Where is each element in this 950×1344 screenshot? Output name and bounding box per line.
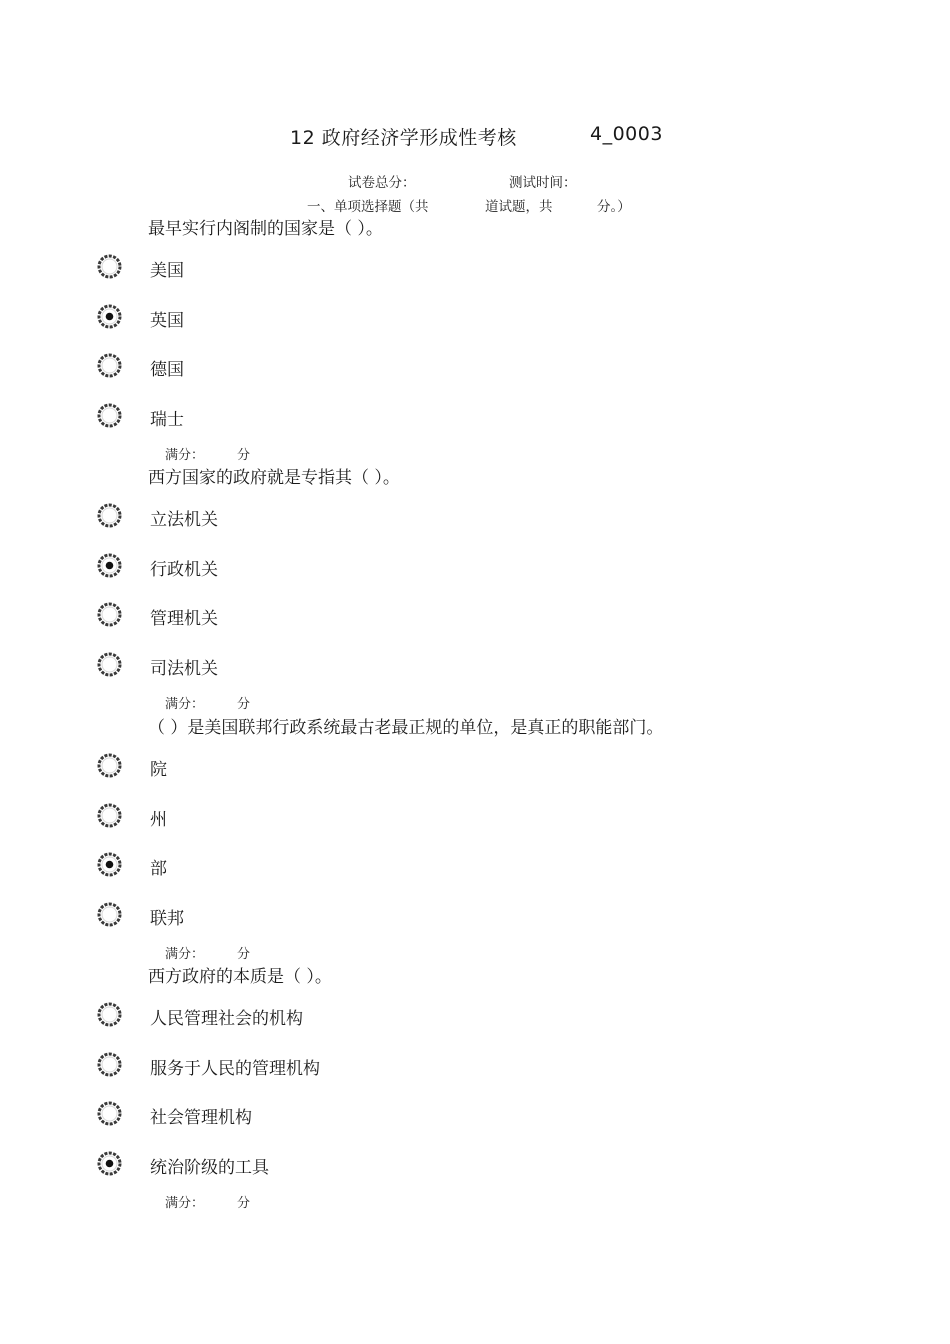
option-label[interactable]: 德国	[150, 360, 184, 380]
option-label[interactable]: 部	[150, 859, 167, 879]
option-label[interactable]: 服务于人民的管理机构	[150, 1059, 320, 1079]
radio-button[interactable]	[96, 601, 123, 628]
page-title-code: 4_0003	[590, 123, 663, 145]
option-label[interactable]: 瑞士	[150, 410, 184, 430]
option-label[interactable]: 立法机关	[150, 510, 218, 530]
radio-button[interactable]	[96, 1001, 123, 1028]
radio-button[interactable]	[96, 352, 123, 379]
radio-button[interactable]	[96, 802, 123, 829]
question-text: 西方国家的政府就是专指其（ ）。	[148, 468, 400, 488]
score-unit: 分	[237, 697, 251, 712]
option-label[interactable]: 司法机关	[150, 659, 218, 679]
question-text: （ ）是美国联邦行政系统最古老最正规的单位，是真正的职能部门。	[148, 718, 664, 738]
radio-button[interactable]	[96, 1100, 123, 1127]
total-score-label: 试卷总分：	[348, 175, 416, 191]
option-label[interactable]: 英国	[150, 311, 184, 331]
option-label[interactable]: 统治阶级的工具	[150, 1158, 269, 1178]
radio-button-selected[interactable]	[96, 1150, 123, 1177]
score-unit: 分	[237, 1196, 251, 1211]
page-title: 12 政府经济学形成性考核	[290, 127, 517, 149]
option-label[interactable]: 管理机关	[150, 609, 218, 629]
score-unit: 分	[237, 448, 251, 463]
radio-button[interactable]	[96, 253, 123, 280]
radio-button[interactable]	[96, 752, 123, 779]
score-label: 满分：	[165, 448, 205, 463]
option-label[interactable]: 联邦	[150, 909, 184, 929]
section-heading-mid: 道试题，共	[485, 199, 553, 215]
score-unit: 分	[237, 947, 251, 962]
question-text: 最早实行内阁制的国家是（ ）。	[148, 219, 383, 239]
question-text: 西方政府的本质是（ ）。	[148, 967, 332, 987]
radio-button[interactable]	[96, 651, 123, 678]
radio-button[interactable]	[96, 402, 123, 429]
option-label[interactable]: 院	[150, 760, 167, 780]
option-label[interactable]: 州	[150, 810, 167, 830]
option-label[interactable]: 美国	[150, 261, 184, 281]
radio-button-selected[interactable]	[96, 303, 123, 330]
option-label[interactable]: 人民管理社会的机构	[150, 1009, 303, 1029]
radio-button[interactable]	[96, 901, 123, 928]
test-time-label: 测试时间：	[509, 175, 577, 191]
score-label: 满分：	[165, 1196, 205, 1211]
radio-button[interactable]	[96, 1051, 123, 1078]
score-label: 满分：	[165, 947, 205, 962]
radio-button-selected[interactable]	[96, 552, 123, 579]
radio-button[interactable]	[96, 502, 123, 529]
section-heading-suffix: 分。）	[597, 199, 631, 215]
option-label[interactable]: 社会管理机构	[150, 1108, 252, 1128]
section-heading-prefix: 一、单项选择题（共	[307, 199, 429, 215]
radio-button-selected[interactable]	[96, 851, 123, 878]
score-label: 满分：	[165, 697, 205, 712]
option-label[interactable]: 行政机关	[150, 560, 218, 580]
